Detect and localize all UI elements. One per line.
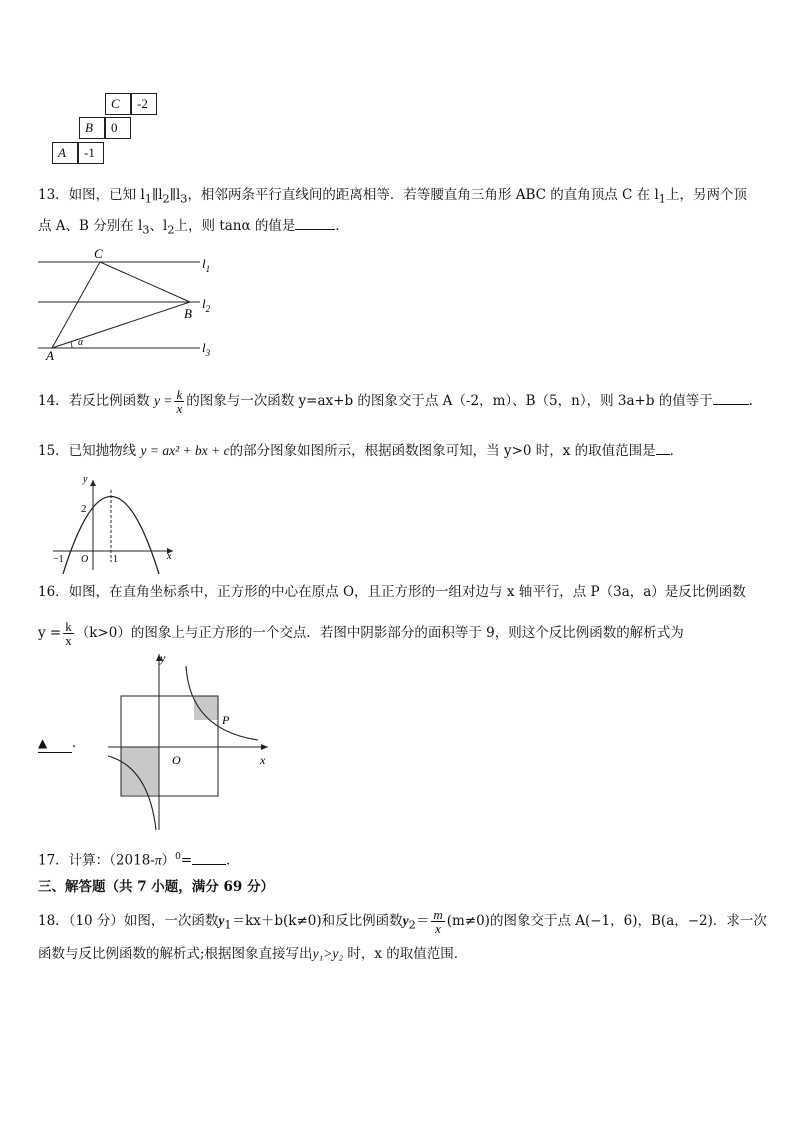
q14-fraction: $\frac{k}{x}$ bbox=[176, 387, 183, 416]
segment-ca bbox=[52, 262, 100, 348]
label-2: 2 bbox=[81, 503, 87, 515]
segment-cb bbox=[100, 262, 190, 302]
label-o: O bbox=[81, 554, 89, 565]
q13-figure bbox=[30, 240, 230, 365]
grid-cell-neg1: -1 bbox=[78, 142, 104, 164]
label-x: x bbox=[167, 551, 172, 562]
label-l2: $l_2$ bbox=[202, 296, 211, 314]
label-neg1: −1 bbox=[53, 554, 64, 565]
label-l1: $l_1$ bbox=[202, 256, 211, 274]
q13-line2: 点 A、B 分别在 $l_3$、$l_2$上，则 tanα 的值是 ． bbox=[38, 218, 349, 237]
q18-fraction: $\frac{m}{x}$ bbox=[433, 907, 443, 936]
label-1: 1 bbox=[113, 554, 118, 565]
q18-line1: 18．（10 分）如图，一次函数$y_1=kx+b(k\ne 0)$和反比例函数$y_2=$ $\frac{m}{x}$ (m≠0)的图象交于点 A(−1，6)，B(a，−2)．求一次 bbox=[38, 907, 767, 936]
q18-line2: 函数与反比例函数的解析式;根据图象直接写出y₁>y₂ 时，x 的取值范围． bbox=[38, 946, 468, 962]
section-title: 三、解答题（共 7 小题，满分 69 分） bbox=[38, 879, 274, 895]
label-b: B bbox=[184, 306, 192, 321]
q15-parabola-figure bbox=[45, 474, 185, 574]
grid-cell-c: C bbox=[105, 93, 131, 115]
q15-answer-blank[interactable] bbox=[656, 454, 670, 455]
q14-answer-blank[interactable] bbox=[713, 404, 749, 405]
y-axis-arrow bbox=[90, 480, 96, 486]
q14-text: 14．若反比例函数 y = $\frac{k}{x}$ 的图象与一次函数 y=ax+b 的图象交于点 A（-2，m）、B（5，n），则 3a+b 的值等于 ． bbox=[38, 387, 763, 416]
grid-cell-0: 0 bbox=[105, 117, 131, 139]
segment-ab bbox=[52, 302, 190, 348]
q16-fraction: $\frac{k}{x}$ bbox=[65, 619, 72, 648]
label-l3: $l_3$ bbox=[202, 340, 211, 358]
q16-answer-blank[interactable]: ▲ bbox=[38, 734, 72, 753]
q15-text: 15．已知抛物线 y = ax² + bx + c的部分图象如图所示，根据函数图象可知，当 y>0 时，x 的取值范围是 ． bbox=[38, 443, 684, 459]
q16-square-figure bbox=[108, 650, 278, 835]
q16-line1: 16．如图，在直角坐标系中，正方形的中心在原点 O，且正方形的一组对边与 x 轴平行，点 P（3a，a）是反比例函数 bbox=[38, 584, 746, 600]
label-c: C bbox=[94, 246, 103, 261]
label-p: P bbox=[222, 713, 230, 727]
q17-answer-blank[interactable] bbox=[192, 864, 226, 865]
label-y: y bbox=[160, 651, 166, 665]
grid-cell-a: A bbox=[52, 142, 78, 164]
label-a: A bbox=[46, 348, 54, 363]
x-axis-arrow bbox=[261, 744, 268, 750]
label-o: O bbox=[172, 753, 181, 767]
grid-cell-b: B bbox=[79, 117, 105, 139]
shaded-region-lower bbox=[121, 747, 159, 795]
q17-text: 17．计算：$(2018-\pi)^0=$ ． bbox=[38, 852, 240, 869]
q13-answer-blank[interactable] bbox=[295, 229, 335, 230]
angle-alpha-arc bbox=[71, 342, 72, 348]
q16-line2: y = $\frac{k}{x}$ （k>0）的图象上与正方形的一个交点．若图中阴影部分的面积等于 9，则这个反比例函数的解析式为 bbox=[38, 619, 684, 648]
q16-answer: ▲ ． bbox=[38, 735, 86, 751]
label-alpha: α bbox=[78, 337, 84, 348]
label-y: y bbox=[83, 474, 88, 485]
grid-cell-neg2: -2 bbox=[131, 93, 157, 115]
q13-line1: 13．如图，已知 $l_1\parallel l_2\parallel l_3$，相邻两条平行直线间的距离相等．若等腰直角三角形 ABC 的直角顶点 C 在 $l_1$上，另两个顶 bbox=[38, 187, 747, 206]
label-x: x bbox=[260, 753, 266, 767]
